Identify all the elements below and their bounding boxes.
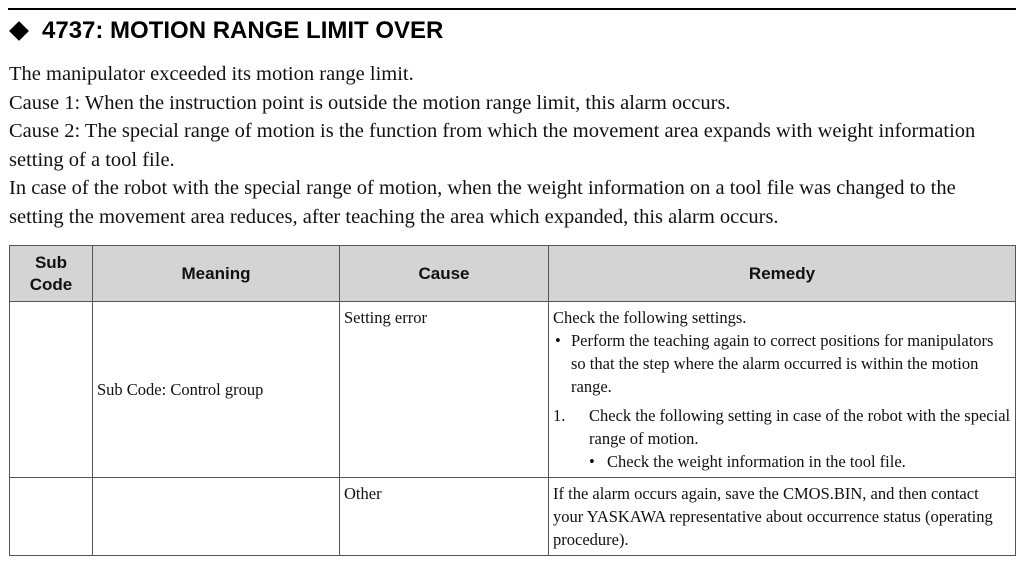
remedy-cell: If the alarm occurs again, save the CMOS.BIN, and then contact your YASKAWA representative about occurrence status (operating procedure). — [549, 478, 1016, 556]
header-remedy: Remedy — [549, 246, 1016, 302]
table-row — [10, 478, 1016, 556]
remedy-sub-bullet-text: Check the weight information in the tool file. — [607, 452, 906, 471]
sub-code-cell — [10, 478, 93, 556]
meaning-cell — [93, 478, 340, 556]
alarm-heading — [8, 14, 443, 48]
description-line: In case of the robot with the special range of motion, when the weight information on a tool file was changed to the setting the movement area reduces, after teaching the area which expanded, this alarm occurs. — [9, 177, 956, 228]
bullet-icon: • — [589, 452, 595, 471]
remedy-numbered-item — [553, 404, 1011, 450]
list-number: 1. — [553, 406, 566, 425]
alarm-table — [9, 245, 1016, 556]
table-header-row — [10, 246, 1016, 302]
remedy-bullet-text: Perform the teaching again to correct positions for manipulators so that the step where the alarm occurred is within the motion range. — [571, 331, 994, 396]
remedy-sub-bullet-item — [553, 450, 1011, 473]
cause-cell: Setting error — [340, 302, 549, 478]
meaning-cell: Sub Code: Control group — [93, 302, 340, 478]
description-line: The manipulator exceeded its motion range limit. — [9, 63, 414, 85]
alarm-description — [9, 60, 1009, 231]
cause-cell: Other — [340, 478, 549, 556]
description-line: Cause 2: The special range of motion is the function from which the movement area expands with weight information setting of a tool file. — [9, 120, 976, 171]
alarm-title: 4737: MOTION RANGE LIMIT OVER — [42, 17, 444, 44]
bullet-icon: • — [555, 331, 561, 350]
remedy-intro: Check the following settings. — [553, 308, 747, 327]
diamond-bullet-icon — [9, 21, 29, 41]
header-cause: Cause — [340, 246, 549, 302]
header-sub-code: Sub Code — [10, 246, 93, 302]
top-rule — [8, 8, 1016, 10]
header-meaning: Meaning — [93, 246, 340, 302]
remedy-cell — [549, 302, 1016, 478]
remedy-bullet-item — [553, 329, 1011, 398]
description-line: Cause 1: When the instruction point is outside the motion range limit, this alarm occurs. — [9, 91, 731, 114]
sub-code-cell — [10, 302, 93, 478]
remedy-numbered-text: Check the following setting in case of the robot with the special range of motion. — [589, 406, 1011, 448]
table-row — [10, 302, 1016, 478]
